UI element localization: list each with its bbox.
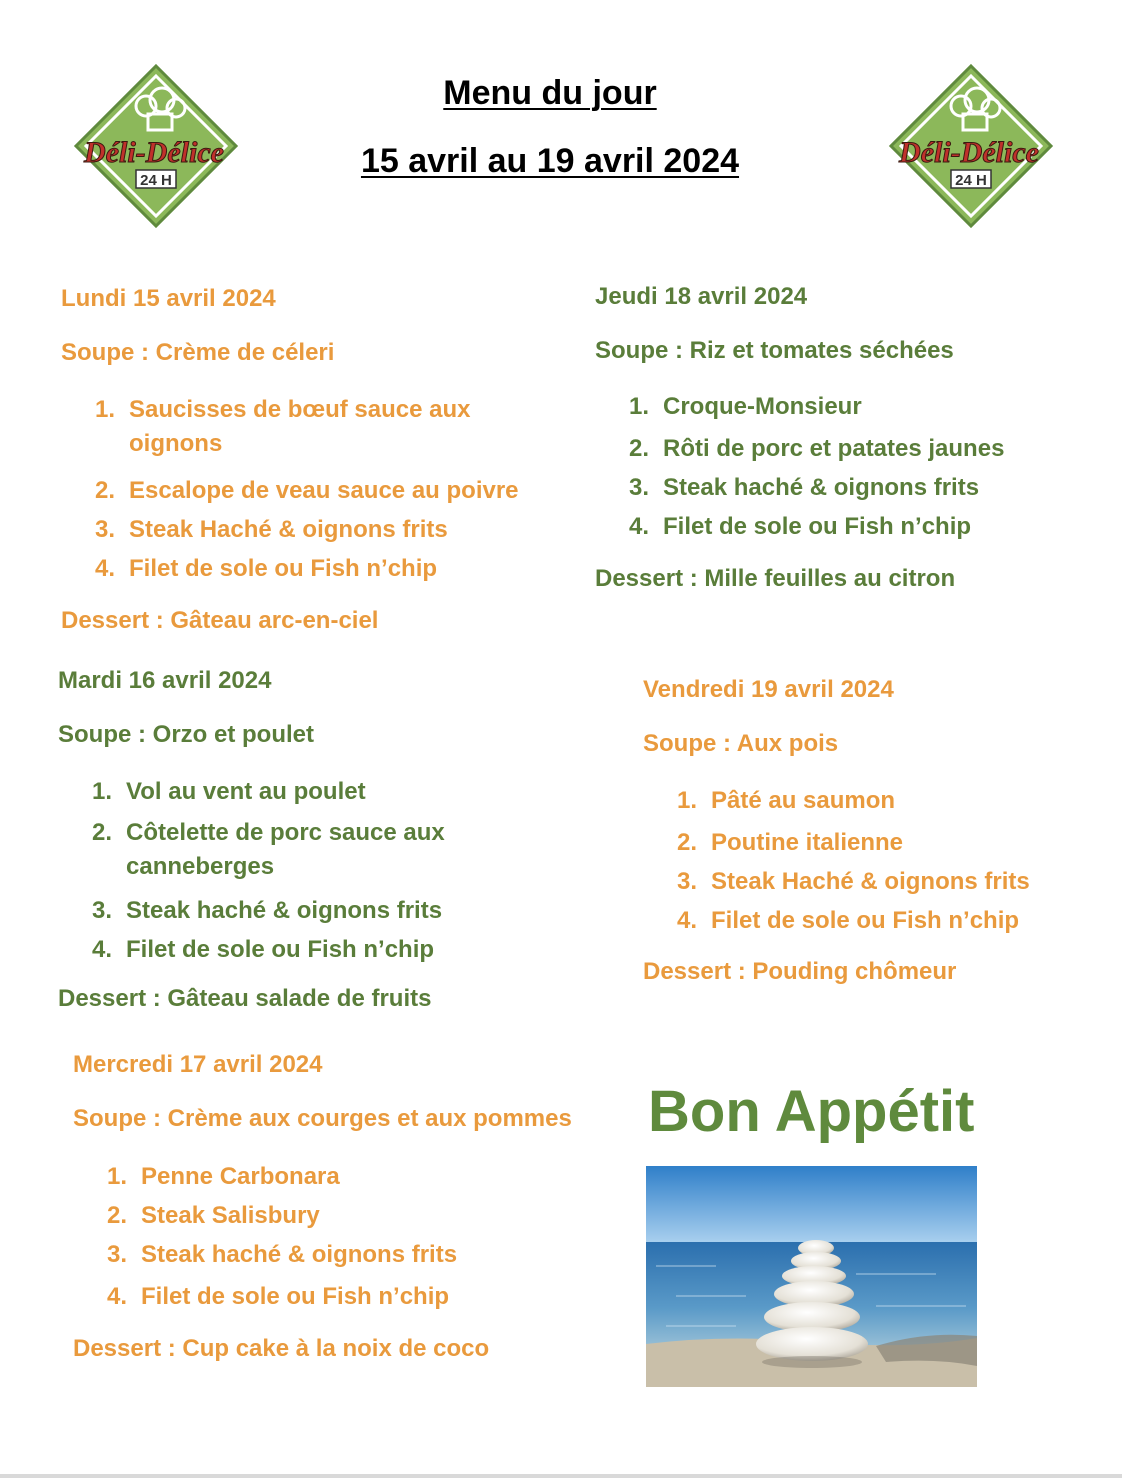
list-item: 2. Escalope de veau sauce au poivre	[95, 477, 519, 504]
menu-dates: 15 avril au 19 avril 2024	[360, 142, 740, 180]
list-item: 4. Filet de sole ou Fish n’chip	[95, 555, 438, 582]
day-date: Lundi 15 avril 2024	[61, 285, 276, 312]
day-soup: Soupe : Aux pois	[643, 730, 839, 757]
list-item: 3. Steak Haché & oignons frits	[677, 868, 1030, 895]
day-dessert: Dessert : Pouding chômeur	[643, 958, 957, 985]
list-item: 4. Filet de sole ou Fish n’chip	[92, 936, 435, 963]
list-item: 1. Croque-Monsieur	[629, 393, 862, 420]
day-soup: Soupe : Crème aux courges et aux pommes	[73, 1105, 572, 1132]
stacked-stones-photo	[646, 1166, 977, 1387]
day-soup: Soupe : Orzo et poulet	[58, 721, 314, 748]
list-item: 2. Côtelette de porc sauce aux canneberges	[92, 819, 445, 880]
bon-appetit-heading: Bon Appétit	[648, 1079, 975, 1144]
list-item: 3. Steak haché & oignons frits	[629, 474, 980, 501]
list-item: 1. Saucisses de bœuf sauce aux oignons	[95, 396, 471, 457]
day-date: Jeudi 18 avril 2024	[595, 283, 808, 310]
list-item: 1. Vol au vent au poulet	[92, 778, 366, 805]
list-item: 2. Poutine italienne	[677, 829, 904, 856]
list-item: 3. Steak haché & oignons frits	[92, 897, 443, 924]
menu-title: Menu du jour	[443, 74, 657, 112]
list-item: 3. Steak haché & oignons frits	[107, 1241, 458, 1268]
day-dessert: Dessert : Gâteau arc-en-ciel	[61, 607, 379, 634]
logo-sub: 24 H	[955, 172, 987, 189]
list-item: 4. Filet de sole ou Fish n’chip	[629, 513, 972, 540]
day-dessert: Dessert : Cup cake à la noix de coco	[73, 1335, 490, 1362]
list-item: 2. Rôti de porc et patates jaunes	[629, 435, 1005, 462]
list-item: 1. Penne Carbonara	[107, 1163, 340, 1190]
list-item: 2. Steak Salisbury	[107, 1202, 320, 1229]
logo-sub: 24 H	[140, 172, 172, 189]
day-dessert: Dessert : Mille feuilles au citron	[595, 565, 956, 592]
day-soup: Soupe : Crème de céleri	[61, 339, 335, 366]
day-soup: Soupe : Riz et tomates séchées	[595, 337, 954, 364]
list-item: 1. Pâté au saumon	[677, 787, 896, 814]
list-item: 4. Filet de sole ou Fish n’chip	[677, 907, 1020, 934]
day-date: Mardi 16 avril 2024	[58, 667, 272, 694]
day-date: Mercredi 17 avril 2024	[73, 1051, 323, 1078]
page-bottom-border	[0, 1474, 1122, 1478]
day-date: Vendredi 19 avril 2024	[643, 676, 894, 703]
logo-text: Déli-Délice	[899, 136, 1039, 169]
list-item: 4. Filet de sole ou Fish n’chip	[107, 1283, 450, 1310]
day-dessert: Dessert : Gâteau salade de fruits	[58, 985, 432, 1012]
list-item: 3. Steak Haché & oignons frits	[95, 516, 448, 543]
logo-text: Déli-Délice	[84, 136, 224, 169]
